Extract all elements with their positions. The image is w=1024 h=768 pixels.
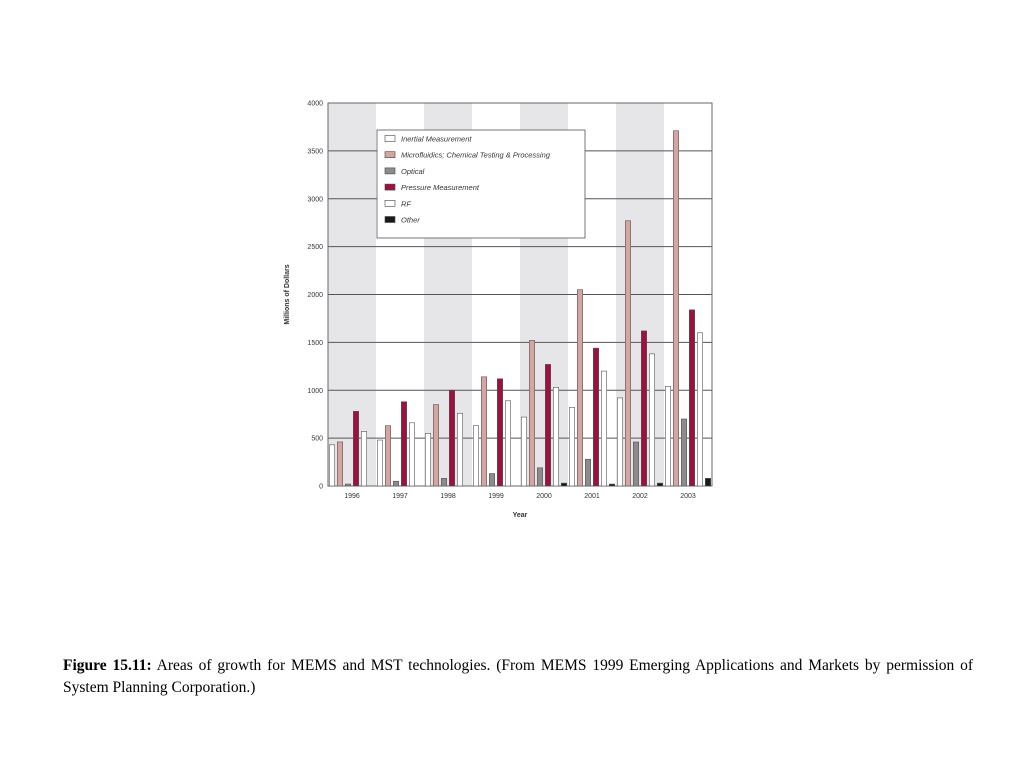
figure-caption: [63, 655, 973, 699]
bar: [345, 484, 350, 486]
bar: [385, 426, 390, 486]
bar: [409, 423, 414, 486]
bar: [633, 442, 638, 486]
bar: [457, 413, 462, 486]
bar: [361, 431, 366, 486]
figure-caption-text: Areas of growth for MEMS and MST technologies. (From MEMS 1999 Emerging Applications and Markets by permission of System Planning Corporation.): [63, 657, 974, 696]
bar: [689, 310, 694, 486]
bar: [553, 387, 558, 486]
bar: [425, 433, 430, 486]
bar: [537, 468, 542, 486]
legend-swatch: [385, 152, 395, 158]
legend-swatch: [385, 184, 395, 190]
x-tick-label: 2000: [536, 493, 552, 500]
bar-chart: [262, 90, 722, 530]
bar: [489, 474, 494, 486]
bar: [665, 386, 670, 486]
bar: [593, 348, 598, 486]
bar: [377, 440, 382, 486]
bar: [353, 411, 358, 486]
y-tick-label: 500: [311, 435, 323, 443]
chart-svg: [262, 90, 722, 530]
legend-swatch: [385, 168, 395, 174]
bar: [673, 131, 678, 486]
y-axis-title: Millions of Dollars: [284, 264, 291, 325]
legend-label: Inertial Measurement: [401, 134, 472, 144]
y-tick-label: 1500: [307, 339, 323, 347]
bar: [681, 419, 686, 486]
legend-swatch: [385, 136, 395, 142]
bar: [641, 331, 646, 486]
legend-label: RF: [401, 199, 411, 209]
bar: [433, 405, 438, 486]
bar: [609, 484, 614, 486]
y-tick-label: 2500: [307, 244, 323, 252]
bar: [393, 481, 398, 486]
x-tick-label: 1998: [440, 493, 456, 500]
legend-swatch: [385, 200, 395, 206]
y-tick-label: 2000: [307, 292, 323, 299]
y-tick-label: 3000: [307, 196, 323, 204]
bar: [545, 364, 550, 486]
bar: [657, 483, 662, 486]
bar: [337, 442, 342, 486]
x-tick-label: 1999: [488, 493, 504, 500]
legend-label: Microfluidics; Chemical Testing & Processing: [401, 150, 550, 160]
bar: [705, 478, 710, 486]
bar: [481, 377, 486, 486]
legend-swatch: [385, 217, 395, 223]
bar: [329, 445, 334, 486]
bar: [497, 379, 502, 486]
x-tick-label: 2003: [680, 493, 696, 500]
x-tick-label: 1997: [392, 493, 408, 500]
bar: [505, 401, 510, 486]
y-tick-label: 4000: [307, 100, 323, 108]
legend-label: Pressure Measurement: [401, 183, 479, 193]
bar: [617, 398, 622, 486]
bar: [585, 459, 590, 486]
y-tick-label: 0: [319, 483, 323, 491]
bar: [601, 371, 606, 486]
bar: [697, 333, 702, 486]
bar: [521, 417, 526, 486]
x-axis-title: Year: [512, 512, 528, 519]
bar: [441, 478, 446, 486]
bar: [625, 221, 630, 486]
bar: [529, 340, 534, 486]
y-tick-label: 3500: [307, 148, 323, 156]
bar: [473, 426, 478, 486]
x-tick-label: 2001: [584, 493, 600, 500]
y-tick-label: 1000: [307, 387, 323, 395]
bar: [561, 483, 566, 486]
x-tick-label: 2002: [632, 493, 648, 500]
x-tick-label: 1996: [344, 493, 360, 500]
bar: [449, 390, 454, 486]
figure-label: Figure 15.11:: [63, 657, 152, 674]
bar: [649, 354, 654, 486]
legend-label: Other: [401, 215, 420, 225]
bar: [577, 290, 582, 486]
legend-label: Optical: [401, 166, 425, 176]
bar: [401, 402, 406, 486]
bar: [569, 407, 574, 486]
